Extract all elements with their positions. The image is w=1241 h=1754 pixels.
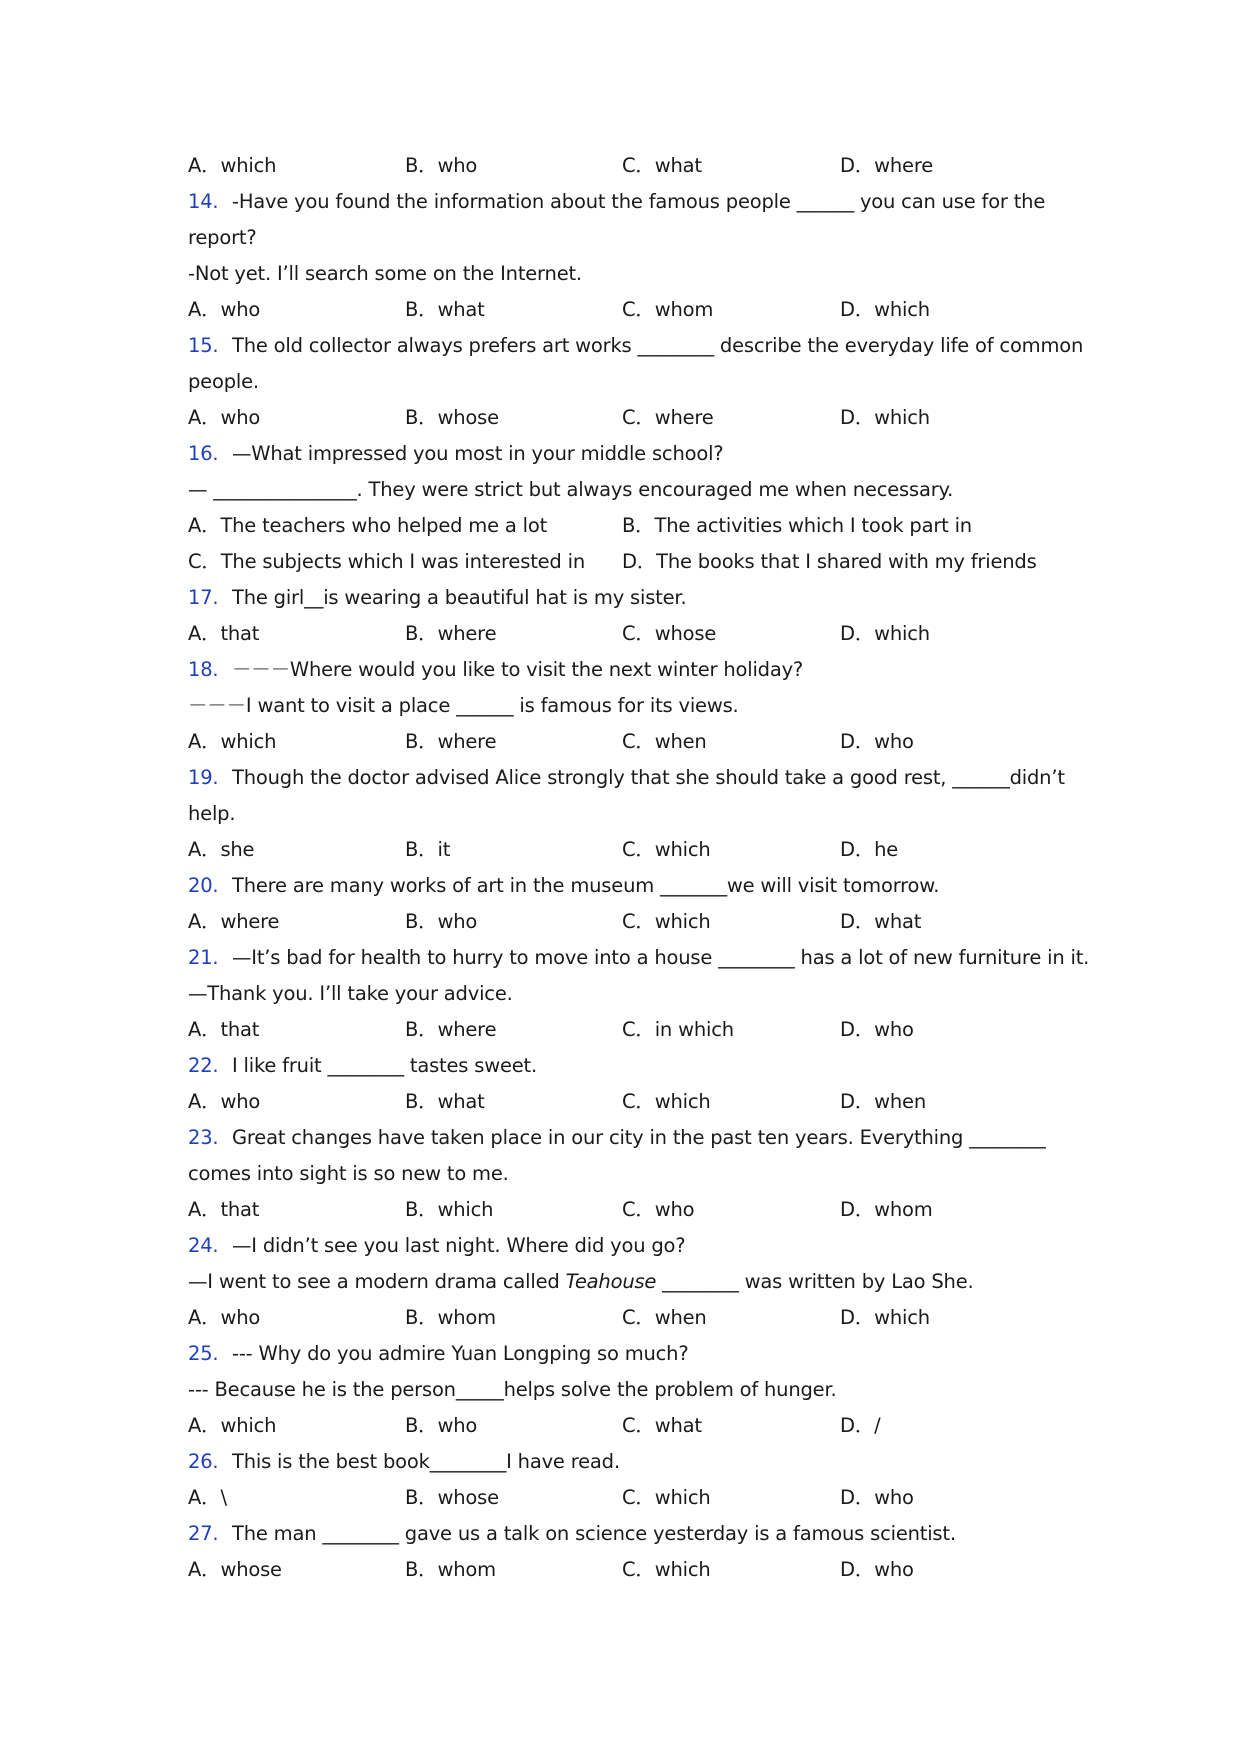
option-d: D．when	[840, 1090, 926, 1113]
question-stem-cont: --- Because he is the person_____helps solve the problem of hunger.	[188, 1378, 837, 1401]
option-a: A．that	[188, 1018, 260, 1041]
question-number: 25.	[188, 1342, 219, 1365]
option-a: A．who	[188, 298, 261, 321]
option-d: D．which	[840, 1306, 930, 1329]
question-stem: 24. —I didn’t see you last night. Where did you go?	[188, 1228, 1068, 1264]
option-d: D．who	[840, 1558, 914, 1581]
option-b: B．who	[405, 1414, 478, 1437]
option-b: B．whom	[405, 1558, 496, 1581]
question-stem: 14. -Have you found the information about the famous people ______ you can use for the	[188, 184, 1068, 220]
option-d: D．where	[840, 154, 934, 177]
option-a: A．The teachers who helped me a lot	[188, 514, 548, 537]
options-row	[188, 724, 1068, 760]
options-row	[188, 508, 1068, 544]
option-c: C．The subjects which I was interested in	[188, 550, 585, 573]
option-b: B．what	[405, 298, 485, 321]
option-c: C．whom	[622, 298, 714, 321]
option-c: C．when	[622, 1306, 707, 1329]
question-stem-cont: people.	[188, 370, 259, 393]
option-c: C．which	[622, 1486, 711, 1509]
question-stem: 18. －－－Where would you like to visit the next winter holiday?	[188, 652, 1068, 688]
option-a: A．\	[188, 1486, 227, 1509]
option-d: D．he	[840, 838, 899, 861]
question-stem: 25. --- Why do you admire Yuan Longping so much?	[188, 1336, 1068, 1372]
option-b: B．whom	[405, 1306, 496, 1329]
option-d: D．who	[840, 1018, 914, 1041]
option-c: C．whose	[622, 622, 717, 645]
option-a: A．who	[188, 406, 261, 429]
question-stem: 20. There are many works of art in the museum _______we will visit tomorrow.	[188, 868, 1068, 904]
question-stem: 27. The man ________ gave us a talk on science yesterday is a famous scientist.	[188, 1516, 1068, 1552]
drama-title: Teahouse	[565, 1270, 657, 1293]
options-row	[188, 1300, 1068, 1336]
option-a: A．whose	[188, 1558, 282, 1581]
question-stem-cont: —Thank you. I’ll take your advice.	[188, 982, 513, 1005]
option-a: A．that	[188, 622, 260, 645]
option-a: A．that	[188, 1198, 260, 1221]
question-number: 21.	[188, 946, 219, 969]
question-stem: 22. I like fruit ________ tastes sweet.	[188, 1048, 1068, 1084]
option-c: C．what	[622, 1414, 702, 1437]
question-number: 15.	[188, 334, 219, 357]
question-stem: 23. Great changes have taken place in our city in the past ten years. Everything ________	[188, 1120, 1068, 1156]
option-b: B．which	[405, 1198, 494, 1221]
option-d: D．The books that I shared with my friends	[622, 550, 1037, 573]
question-stem-cont: help.	[188, 802, 236, 825]
option-d: D．/	[840, 1414, 881, 1437]
question-number: 22.	[188, 1054, 219, 1077]
option-d: D．what	[840, 910, 922, 933]
option-b: B．who	[405, 910, 478, 933]
option-a: A．who	[188, 1090, 261, 1113]
question-number: 16.	[188, 442, 219, 465]
option-d: D．whom	[840, 1198, 933, 1221]
question-stem-cont: comes into sight is so new to me.	[188, 1162, 509, 1185]
question-number: 24.	[188, 1234, 219, 1257]
options-row	[188, 616, 1068, 652]
option-c: C．which	[622, 838, 711, 861]
option-d: D．which	[840, 622, 930, 645]
options-row	[188, 1192, 1068, 1228]
options-row	[188, 544, 1068, 580]
option-b: B．it	[405, 838, 451, 861]
question-number: 20.	[188, 874, 219, 897]
option-b: B．who	[405, 154, 478, 177]
question-number: 14.	[188, 190, 219, 213]
option-c: C．which	[622, 1558, 711, 1581]
option-c: C．when	[622, 730, 707, 753]
options-row	[188, 1480, 1068, 1516]
option-d: D．who	[840, 730, 914, 753]
option-b: B．where	[405, 1018, 497, 1041]
question-number: 23.	[188, 1126, 219, 1149]
options-row	[188, 1012, 1068, 1048]
option-a: A．who	[188, 1306, 261, 1329]
option-c: C．what	[622, 154, 702, 177]
question-number: 26.	[188, 1450, 219, 1473]
question-stem-cont: －－－I want to visit a place ______ is famous for its views.	[188, 694, 739, 717]
options-row	[188, 400, 1068, 436]
option-d: D．which	[840, 406, 930, 429]
options-row	[188, 1408, 1068, 1444]
worksheet	[188, 148, 1090, 1588]
options-row	[188, 1552, 1068, 1588]
option-a: A．she	[188, 838, 255, 861]
option-a: A．which	[188, 154, 277, 177]
options-row	[188, 832, 1068, 868]
question-number: 27.	[188, 1522, 219, 1545]
question-number: 19.	[188, 766, 219, 789]
question-number: 17.	[188, 586, 219, 609]
option-b: B．where	[405, 622, 497, 645]
option-a: A．which	[188, 730, 277, 753]
question-stem: 17. The girl__is wearing a beautiful hat is my sister.	[188, 580, 1068, 616]
question-stem: 16. —What impressed you most in your middle school?	[188, 436, 1068, 472]
option-b: B．whose	[405, 1486, 499, 1509]
option-c: C．in which	[622, 1018, 734, 1041]
option-b: B．whose	[405, 406, 499, 429]
option-d: D．who	[840, 1486, 914, 1509]
option-b: B．where	[405, 730, 497, 753]
option-b: B．what	[405, 1090, 485, 1113]
question-stem-cont: report?	[188, 226, 257, 249]
option-a: A．where	[188, 910, 280, 933]
question-stem-cont: — _______________. They were strict but always encouraged me when necessary.	[188, 478, 954, 501]
option-a: A．which	[188, 1414, 277, 1437]
question-stem: 15. The old collector always prefers art works ________ describe the everyday life of common	[188, 328, 1068, 364]
option-c: C．where	[622, 406, 714, 429]
question-stem: 21. —It’s bad for health to hurry to move into a house ________ has a lot of new furniture in it.	[188, 940, 1068, 976]
option-b: B．The activities which I took part in	[622, 514, 972, 537]
options-row	[188, 292, 1068, 328]
option-c: C．which	[622, 1090, 711, 1113]
question-stem: 26. This is the best book________I have read.	[188, 1444, 1068, 1480]
option-d: D．which	[840, 298, 930, 321]
options-row	[188, 904, 1068, 940]
question-stem-cont: -Not yet. I’ll search some on the Internet.	[188, 262, 582, 285]
option-c: C．which	[622, 910, 711, 933]
options-row	[188, 148, 1068, 184]
option-c: C．who	[622, 1198, 695, 1221]
question-number: 18.	[188, 658, 219, 681]
question-stem-cont: —I went to see a modern drama called Teahouse ________ was written by Lao She.	[188, 1270, 974, 1293]
options-row	[188, 1084, 1068, 1120]
question-stem: 19. Though the doctor advised Alice strongly that she should take a good rest, ______didn’t	[188, 760, 1068, 796]
